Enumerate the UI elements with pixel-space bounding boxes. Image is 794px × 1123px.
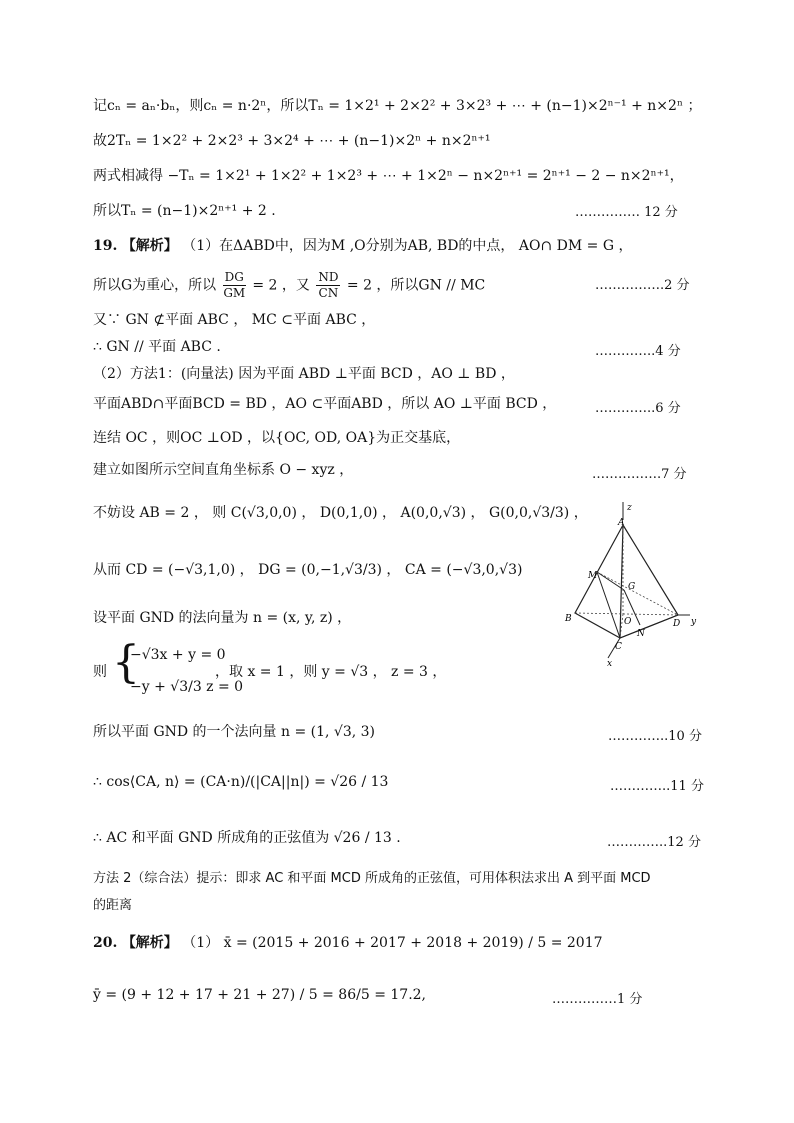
score-4: …………..4 分 (595, 344, 681, 359)
q19-text: （1）在ΔABD中，因为M ,O分别为AB, BD的中点， AO∩ DM = G ， (182, 238, 633, 254)
score-1: ……………1 分 (552, 992, 643, 1007)
line-gn-parallel: ∴ GN // 平面 ABC . (93, 339, 221, 355)
line-distance: 的距离 (93, 898, 133, 913)
label-o: O (624, 617, 632, 627)
line-ybar: ȳ = (9 + 12 + 17 + 21 + 27) / 5 = 86/5 = 17.2, (93, 987, 426, 1003)
label-g: G (628, 582, 636, 592)
text-segment: 则 (93, 664, 107, 680)
label-b: B (565, 614, 572, 624)
line-method1: （2）方法1：(向量法) 因为平面 ABD ⊥平面 BCD ，AO ⊥ BD ， (93, 366, 515, 382)
xbar-text: （1） x̄ = (2015 + 2016 + 2017 + 2018 + 2019) / 5 = 2017 (182, 935, 603, 951)
analysis-tag: 【解析】 (121, 238, 178, 254)
line-2tn: 故2Tₙ = 1×2² + 2×2³ + 3×2⁴ + ⋯ + (n−1)×2ⁿ + n×2ⁿ⁺¹ (93, 133, 491, 149)
line-solve: ，取 x = 1 ，则 y = √3 ， z = 3 ， (215, 664, 447, 680)
line-centroid (93, 270, 485, 301)
line-coordinate-system: 建立如图所示空间直角坐标系 O − xyz ， (93, 462, 354, 478)
label-d: D (673, 619, 681, 629)
text-segment: = 2 ，所以GN // MC (346, 277, 486, 294)
label-m: M (588, 571, 598, 581)
line-points: 不妨设 AB = 2 ， 则 C(√3,0,0) ， D(0,1,0) ， A(0,0,√3) ， G(0,0,√3/3) ， (93, 505, 588, 521)
line-gn-not-in-plane: 又∵ GN ⊄平面 ABC ， MC ⊂平面 ABC ， (93, 312, 376, 328)
label-y: y (691, 617, 697, 627)
line-cn-definition: 记cₙ = aₙ·bₙ，则cₙ = n·2ⁿ，所以Tₙ = 1×2¹ + 2×2² + 3×2³ + ⋯ + (n−1)×2ⁿ⁻¹ + n×2ⁿ ； (93, 98, 702, 114)
line-subtract: 两式相减得 −Tₙ = 1×2¹ + 1×2² + 1×2³ + ⋯ + 1×2ⁿ − n×2ⁿ⁺¹ = 2ⁿ⁺¹ − 2 − n×2ⁿ⁺¹， (93, 168, 684, 184)
system-eq2: −y + √3/3 z = 0 (130, 679, 244, 695)
line-basis: 连结 OC ，则OC ⊥OD ，以{OC, OD, OA}为正交基底， (93, 430, 461, 446)
system-eq1: −√3x + y = 0 (130, 647, 226, 663)
score-11: …………..11 分 (610, 779, 704, 794)
label-z: z (627, 503, 632, 513)
label-n: N (637, 629, 645, 639)
tetrahedron-figure (560, 500, 700, 670)
line-q19-part1 (93, 236, 632, 256)
text-segment: 所以G为重心，所以 (93, 277, 217, 294)
label-x: x (607, 659, 613, 669)
fraction-nd-cn: $\frac{ND}{CN}$ (318, 270, 339, 300)
line-tn-result: 所以Tₙ = (n−1)×2ⁿ⁺¹ + 2 . (93, 203, 276, 219)
label-c: C (615, 642, 622, 652)
edge-md-dashed (597, 572, 678, 615)
line-normal-result: 所以平面 GND 的一个法向量 n = (1, √3, 3) (93, 724, 376, 740)
question-number: 20. (93, 935, 118, 951)
line-system (93, 662, 107, 682)
edge-ac (620, 525, 623, 638)
label-a: A (618, 518, 625, 528)
edge-mc (597, 572, 620, 638)
score-12-q19: …………..12 分 (607, 835, 701, 850)
analysis-tag: 【解析】 (121, 935, 178, 951)
score-7: …………….7 分 (592, 467, 687, 482)
line-q20-xbar (93, 933, 603, 953)
fraction-dg-gm: $\frac{DG}{GM}$ (223, 270, 246, 300)
system-brace: { (112, 637, 140, 688)
score-6: …………..6 分 (595, 401, 681, 416)
score-12-q18: …………… 12 分 (575, 205, 678, 220)
score-10: …………..10 分 (608, 729, 702, 744)
text-segment: = 2 ，又 (252, 277, 310, 294)
line-method2: 方法 2（综合法）提示：即求 AC 和平面 MCD 所成角的正弦值，可用体积法求出 A 到平面 MCD (93, 871, 651, 886)
line-vectors: 从而 CD = (−√3,1,0) ， DG = (0,−1,√3/3) ， CA = (−√3,0,√3) (93, 562, 523, 578)
line-sine-answer: ∴ AC 和平面 GND 所成角的正弦值为 √26 / 13 . (93, 830, 401, 846)
line-normal-vector: 设平面 GND 的法向量为 n = (x, y, z) ， (93, 610, 352, 626)
edge-bd-dashed (575, 613, 678, 615)
question-number: 19. (93, 238, 118, 254)
edge-mg (597, 572, 624, 590)
score-2: …………….2 分 (595, 278, 690, 293)
line-ao-perp: 平面ABD∩平面BCD = BD ，AO ⊂平面ABD ，所以 AO ⊥平面 BCD ， (93, 396, 557, 412)
line-cos: ∴ cos⟨CA, n⟩ = (CA·n)/(|CA||n|) = √26 / 13 (93, 774, 389, 790)
